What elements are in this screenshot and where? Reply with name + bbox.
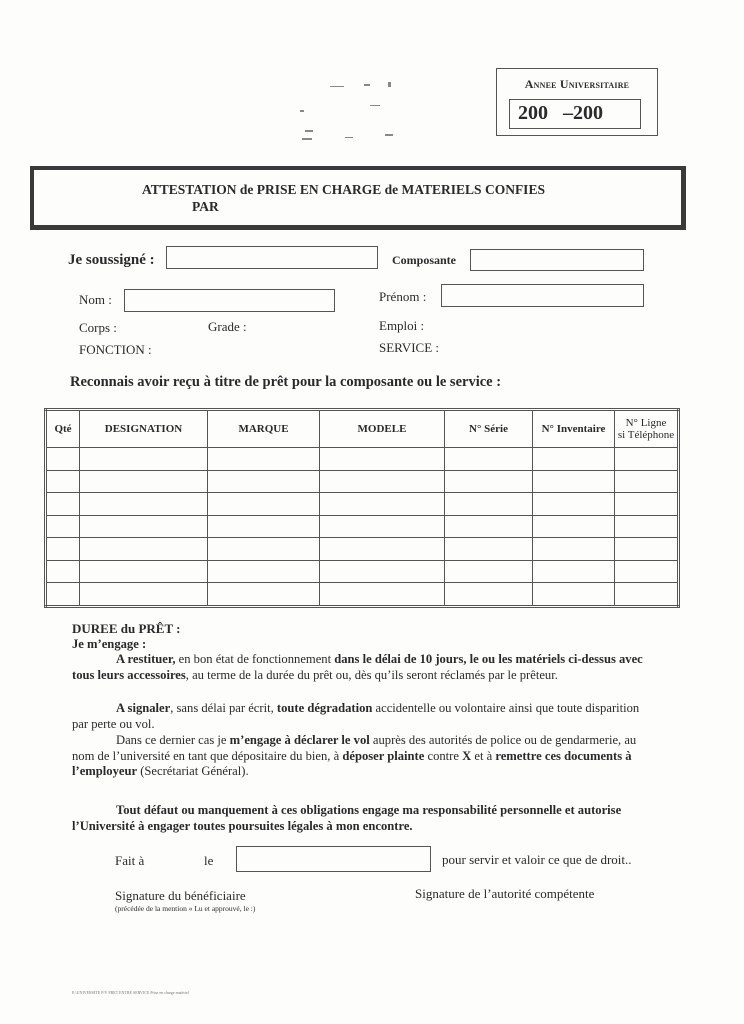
table-cell[interactable] bbox=[615, 448, 679, 471]
table-row bbox=[46, 560, 679, 583]
emphasis-text: dans le délai de 10 jours, le ou les matériels ci-dessus avec tous leurs accessoires bbox=[72, 652, 643, 682]
annee-universitaire-value[interactable] bbox=[509, 99, 641, 129]
fait-a-label: Fait à bbox=[115, 853, 145, 868]
scan-mark bbox=[300, 110, 304, 112]
header-ligne-telephone bbox=[615, 410, 679, 448]
header-qte: Qté bbox=[46, 410, 80, 448]
body-text: auprès des autorités de police ou de gendarmerie, au nom de l’université en tant que dépositaire du bien, à bbox=[72, 733, 637, 763]
pour-servir-text: pour servir et valoir ce que de droit.. bbox=[442, 852, 632, 867]
body-text: en bon état de fonctionnement bbox=[175, 652, 335, 666]
table-cell[interactable] bbox=[445, 560, 533, 583]
table-cell[interactable] bbox=[46, 493, 80, 516]
table-cell[interactable] bbox=[445, 583, 533, 607]
table-cell[interactable] bbox=[46, 583, 80, 607]
signature-beneficiaire-label: Signature du bénéficiaire bbox=[115, 888, 246, 903]
table-cell[interactable] bbox=[445, 538, 533, 561]
body-text: , sans délai par écrit, bbox=[170, 701, 277, 715]
table-cell[interactable] bbox=[615, 560, 679, 583]
header-marque: MARQUE bbox=[208, 410, 320, 448]
table-cell[interactable] bbox=[320, 538, 445, 561]
table-header-row bbox=[46, 410, 679, 448]
table-cell[interactable] bbox=[46, 470, 80, 493]
table-cell[interactable] bbox=[533, 470, 615, 493]
prenom-field[interactable] bbox=[441, 284, 644, 307]
header-ligne-text: N° Ligne bbox=[625, 417, 667, 429]
le-label: le bbox=[204, 853, 214, 868]
emploi-label: Emploi : bbox=[379, 318, 425, 333]
table-cell[interactable] bbox=[80, 493, 208, 516]
annee-universitaire-label: Annee Universitaire bbox=[524, 77, 630, 91]
scan-mark bbox=[330, 86, 344, 87]
table-cell[interactable] bbox=[80, 448, 208, 471]
table-cell[interactable] bbox=[533, 583, 615, 607]
responsabilite-text: Tout défaut ou manquement à ces obligations engage ma responsabilité personnelle et autorise l’Université à engager toutes poursuites légales à mon encontre. bbox=[72, 803, 622, 833]
table-cell[interactable] bbox=[533, 560, 615, 583]
table-cell[interactable] bbox=[80, 583, 208, 607]
clause-signaler bbox=[72, 701, 656, 732]
emphasis-text: déposer plainte bbox=[342, 748, 425, 763]
table-row bbox=[46, 448, 679, 471]
table-cell[interactable] bbox=[46, 448, 80, 471]
table-cell[interactable] bbox=[46, 515, 80, 538]
table-cell[interactable] bbox=[80, 515, 208, 538]
emphasis-text: toute dégradation bbox=[276, 701, 373, 715]
footer-file-path: E:\UNIVERSITE P/V PRET ENTRE SERVICE Prise en charge matériel bbox=[72, 990, 189, 995]
scan-mark bbox=[370, 105, 380, 106]
grade-label: Grade : bbox=[208, 319, 247, 334]
table-row bbox=[46, 493, 679, 516]
emphasis-text: m’engage à déclarer le vol bbox=[229, 733, 370, 747]
fonction-label: FONCTION : bbox=[79, 342, 152, 357]
mention-lu-approuve: (précédée de la mention « Lu et approuvé, le :) bbox=[115, 904, 256, 913]
corps-label: Corps : bbox=[79, 320, 117, 335]
table-cell[interactable] bbox=[533, 515, 615, 538]
clause-vol bbox=[72, 733, 656, 780]
body-text: et à bbox=[471, 748, 496, 763]
table-cell[interactable] bbox=[208, 583, 320, 607]
prenom-label: Prénom : bbox=[379, 289, 427, 304]
table-cell[interactable] bbox=[320, 448, 445, 471]
composante-label: Composante bbox=[392, 253, 457, 267]
table-cell[interactable] bbox=[615, 583, 679, 607]
table-cell[interactable] bbox=[615, 493, 679, 516]
reconnais-heading: Reconnais avoir reçu à titre de prêt pour la composante ou le service : bbox=[70, 374, 502, 390]
table-cell[interactable] bbox=[208, 493, 320, 516]
annee-value-text: 200 –200 bbox=[518, 102, 603, 124]
title-par: PAR bbox=[192, 199, 219, 214]
body-text: accidentelle ou volontaire ainsi que toute disparition par perte ou vol. bbox=[72, 701, 640, 731]
table-cell[interactable] bbox=[615, 538, 679, 561]
materials-table bbox=[44, 408, 680, 608]
table-row bbox=[46, 583, 679, 607]
header-serie: N° Série bbox=[445, 410, 533, 448]
body-text: contre bbox=[424, 748, 463, 763]
header-designation: DESIGNATION bbox=[80, 410, 208, 448]
table-cell[interactable] bbox=[208, 538, 320, 561]
nom-field[interactable] bbox=[124, 289, 335, 312]
table-cell[interactable] bbox=[46, 560, 80, 583]
header-inventaire: N° Inventaire bbox=[533, 410, 615, 448]
table-cell[interactable] bbox=[320, 583, 445, 607]
document-title: ATTESTATION de PRISE EN CHARGE de MATERIELS CONFIES bbox=[142, 182, 545, 197]
signature-autorite-label: Signature de l’autorité compétente bbox=[415, 886, 595, 901]
table-cell[interactable] bbox=[208, 515, 320, 538]
date-field[interactable] bbox=[236, 846, 431, 872]
scan-mark bbox=[388, 82, 391, 87]
table-cell[interactable] bbox=[533, 448, 615, 471]
table-row bbox=[46, 515, 679, 538]
scan-mark bbox=[345, 137, 353, 138]
table-cell[interactable] bbox=[320, 493, 445, 516]
duree-heading: DUREE du PRÊT : bbox=[72, 621, 181, 636]
table-cell[interactable] bbox=[533, 538, 615, 561]
scan-mark bbox=[364, 84, 370, 86]
body-text: (Secrétariat Général). bbox=[137, 764, 249, 778]
table-cell[interactable] bbox=[208, 470, 320, 493]
table-cell[interactable] bbox=[615, 470, 679, 493]
table-cell[interactable] bbox=[80, 560, 208, 583]
table-cell[interactable] bbox=[208, 560, 320, 583]
table-cell[interactable] bbox=[80, 538, 208, 561]
composante-field[interactable] bbox=[470, 249, 644, 271]
body-text: Dans ce dernier cas je bbox=[116, 733, 230, 747]
annee-universitaire-box bbox=[496, 68, 658, 136]
table-cell[interactable] bbox=[46, 538, 80, 561]
scan-mark bbox=[385, 134, 393, 136]
table-row bbox=[46, 538, 679, 561]
table-cell[interactable] bbox=[445, 448, 533, 471]
table-cell[interactable] bbox=[533, 493, 615, 516]
table-cell[interactable] bbox=[445, 493, 533, 516]
emphasis-text: A restituer, bbox=[116, 652, 176, 666]
table-cell[interactable] bbox=[615, 515, 679, 538]
table-cell[interactable] bbox=[445, 470, 533, 493]
table-cell[interactable] bbox=[445, 515, 533, 538]
table-cell[interactable] bbox=[320, 515, 445, 538]
emphasis-text: X bbox=[462, 748, 472, 763]
table-body bbox=[46, 448, 679, 607]
je-soussigne-field[interactable] bbox=[166, 246, 378, 269]
nom-label: Nom : bbox=[79, 292, 112, 307]
body-text: , au terme de la durée du prêt ou, dès qu’ils seront réclamés par le prêteur. bbox=[185, 667, 558, 682]
service-label: SERVICE : bbox=[379, 340, 439, 355]
header-modele: MODELE bbox=[320, 410, 445, 448]
header-telephone-text: si Téléphone bbox=[617, 429, 675, 441]
engage-heading: Je m’engage : bbox=[72, 637, 147, 651]
clause-responsabilite bbox=[72, 803, 656, 834]
table-cell[interactable] bbox=[80, 470, 208, 493]
table-cell[interactable] bbox=[320, 560, 445, 583]
title-box bbox=[30, 166, 686, 230]
emphasis-text: remettre ces documents à l’employeur bbox=[72, 748, 632, 778]
je-soussigne-label: Je soussigné : bbox=[68, 252, 155, 268]
emphasis-text: A signaler bbox=[116, 701, 171, 715]
scan-mark bbox=[305, 130, 313, 132]
table-row bbox=[46, 470, 679, 493]
scan-mark bbox=[302, 138, 312, 140]
table-cell[interactable] bbox=[208, 448, 320, 471]
clause-restituer bbox=[72, 652, 656, 683]
table-cell[interactable] bbox=[320, 470, 445, 493]
